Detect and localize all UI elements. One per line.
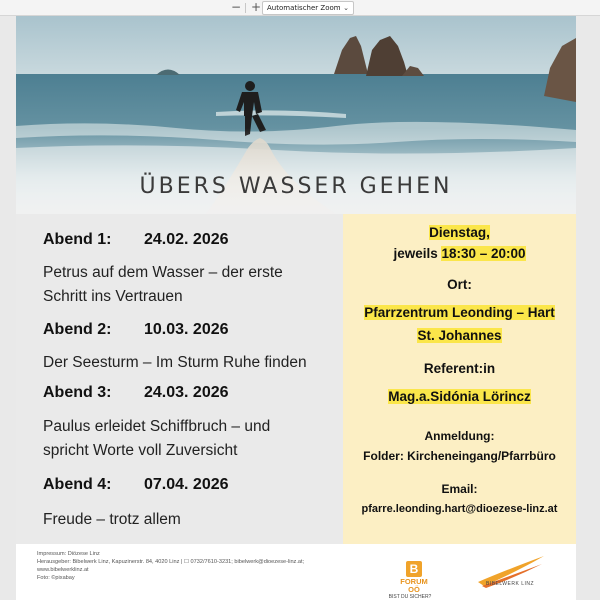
evening-2-description	[43, 351, 343, 375]
description-line: spricht Worte voll Zuversicht	[43, 442, 238, 459]
description-line: Freude – trotz allem	[43, 511, 181, 528]
zoom-select-value: Automatischer Zoom	[267, 4, 341, 12]
evening-3-description	[43, 415, 343, 463]
imprint-line: Herausgeber: Bibelwerk Linz, Kapuzinerstr. 84, 4020 Linz | ☐ 0732/7610-3231; bibelwerk@dioezese-linz.at;	[37, 559, 305, 565]
toolbar-divider	[245, 3, 246, 13]
evening-4-heading	[43, 476, 229, 494]
speaker-name: Mag.a.Sidónia Lörincz	[388, 389, 531, 404]
page-title: ÜBERS WASSER GEHEN	[139, 174, 453, 199]
pdf-viewer-toolbar	[0, 0, 600, 16]
bibelwerk-name: BIBELWERK LINZ	[486, 581, 535, 587]
evening-date: 07.04. 2026	[144, 476, 229, 493]
evening-label: Abend 4:	[43, 476, 112, 493]
location-line-2: St. Johannes	[417, 328, 502, 343]
forum-tagline: BIST DU SICHER?	[388, 594, 432, 600]
evening-2-heading	[43, 321, 229, 339]
description-line: Petrus auf dem Wasser – der erste	[43, 264, 283, 281]
imprint-line: Impressum: Diözese Linz	[37, 551, 100, 557]
evening-3-heading	[43, 384, 229, 402]
speaker-label: Referent:in	[423, 361, 496, 376]
day-text: Dienstag,	[429, 225, 490, 240]
time-value: 18:30 – 20:00	[441, 246, 526, 261]
description-line: Schritt ins Vertrauen	[43, 288, 183, 305]
evening-date: 24.03. 2026	[144, 384, 229, 401]
description-line: Der Seesturm – Im Sturm Ruhe finden	[43, 354, 307, 371]
evening-label: Abend 3:	[43, 384, 112, 401]
email-address[interactable]: pfarre.leonding.hart@dioezese-linz.at	[361, 503, 558, 515]
evening-label: Abend 1:	[43, 231, 112, 248]
footer	[16, 544, 576, 600]
zoom-in-button[interactable]: +	[250, 0, 262, 14]
time-text: jeweils 18:30 – 20:00	[393, 246, 526, 261]
evening-1-description	[43, 261, 343, 309]
zoom-out-button[interactable]: −	[230, 0, 242, 14]
description-line: Paulus erleidet Schiffbruch – und	[43, 418, 271, 435]
imprint-line: www.bibelwerklinz.at	[37, 567, 89, 573]
pdf-page	[16, 16, 576, 600]
location-line-1: Pfarrzentrum Leonding – Hart	[364, 305, 555, 320]
email-label: Email:	[441, 482, 478, 496]
evening-4-description	[43, 508, 343, 532]
evening-date: 10.03. 2026	[144, 321, 229, 338]
location-label: Ort:	[447, 277, 472, 292]
info-panel	[343, 214, 576, 544]
evenings-panel	[16, 214, 343, 544]
zoom-select[interactable]	[262, 1, 354, 15]
forum-oo-logo	[388, 558, 434, 600]
imprint-line: Foto: ©pixabay	[37, 575, 75, 581]
bibelwerk-logo-icon	[476, 552, 546, 594]
registration-label: Anmeldung:	[424, 429, 495, 443]
hero-photo	[16, 16, 576, 214]
evening-1-heading	[43, 231, 229, 249]
evening-label: Abend 2:	[43, 321, 112, 338]
forum-letter-mark: B	[406, 561, 422, 577]
evening-date: 24.02. 2026	[144, 231, 229, 248]
registration-text: Folder: Kircheneingang/Pfarrbüro	[363, 449, 556, 463]
forum-name: FORUM OÖ	[400, 577, 428, 594]
chevron-down-icon: ⌄	[343, 4, 349, 12]
